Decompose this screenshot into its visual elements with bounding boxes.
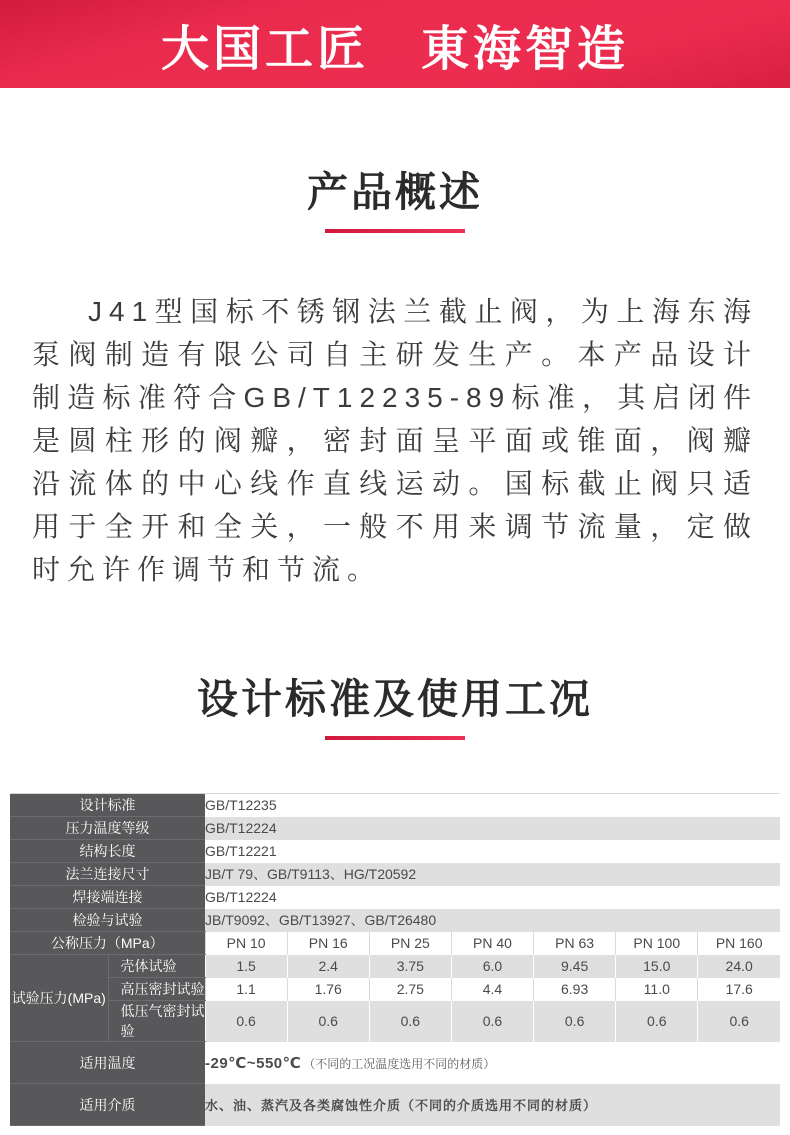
- row-value: GB/T12224: [205, 820, 277, 836]
- table-row-shell-test: [10, 955, 780, 978]
- table-row-applicable-temperature: [10, 1042, 780, 1084]
- pn-column-header: PN 10: [205, 932, 287, 955]
- cell-value: 0.6: [616, 1001, 698, 1042]
- cell-value: 9.45: [534, 955, 616, 978]
- specs-title-underline: [325, 736, 465, 740]
- cell-value: 0.6: [287, 1001, 369, 1042]
- banner-title: 大国工匠 東海智造: [160, 22, 629, 76]
- pn-column-header: PN 160: [698, 932, 780, 955]
- cell-value: 6.0: [451, 955, 533, 978]
- row-label: 结构长度: [10, 840, 205, 863]
- row-label: 公称压力（MPa）: [10, 932, 205, 955]
- specs-title: 设计标准及使用工况: [197, 676, 593, 722]
- table-row-weld-end: [10, 886, 780, 909]
- table-row-nominal-pressure: [10, 932, 780, 955]
- overview-title: 产品概述: [307, 169, 483, 215]
- cell-value: 0.6: [534, 1001, 616, 1042]
- row-value: GB/T12235: [205, 797, 277, 814]
- row-label: 壳体试验: [108, 955, 205, 978]
- pn-column-header: PN 100: [616, 932, 698, 955]
- cell-value: 15.0: [616, 955, 698, 978]
- table-row-flange-size: [10, 863, 780, 886]
- row-value: [205, 1042, 780, 1084]
- test-pressure-group-label: 试验压力(MPa): [10, 955, 108, 1042]
- specs-section: [0, 675, 790, 1126]
- table-row-low-pressure-air-seal-test: [10, 1001, 780, 1042]
- brand-banner: [0, 0, 790, 88]
- spec-table: [10, 793, 780, 1126]
- row-label: 焊接端连接: [10, 886, 205, 909]
- cell-value: 0.6: [369, 1001, 451, 1042]
- overview-title-underline: [325, 229, 465, 233]
- table-row-design-standard: [10, 794, 780, 817]
- pn-column-header: PN 25: [369, 932, 451, 955]
- row-label: 适用温度: [10, 1042, 205, 1084]
- row-value: [205, 1084, 780, 1126]
- product-description: J41型国标不锈钢法兰截止阀，为上海东海泵阀制造有限公司自主研发生产。本产品设计制造标准符合GB/T12235-89标准，其启闭件是圆柱形的阀瓣，密封面呈平面或锥面，阀瓣沿流体的中心线作直线运动。国标截止阀只适用于全开和全关，一般不用来调节流量，定做时允许作调节和节流。: [32, 296, 758, 585]
- row-label: 适用介质: [10, 1084, 205, 1126]
- pn-column-header: PN 40: [451, 932, 533, 955]
- table-row-high-pressure-seal-test: [10, 978, 780, 1001]
- medium-description: 水、油、蒸汽及各类腐蚀性介质（不同的介质选用不同的材质）: [205, 1098, 598, 1113]
- row-value: JB/T 79、GB/T9113、HG/T20592: [205, 866, 417, 882]
- cell-value: 1.5: [205, 955, 287, 978]
- row-label: 压力温度等级: [10, 817, 205, 840]
- row-value: JB/T9092、GB/T13927、GB/T26480: [205, 912, 437, 928]
- table-row-structure-length: [10, 840, 780, 863]
- cell-value: 24.0: [698, 955, 780, 978]
- row-label: 高压密封试验: [108, 978, 205, 1001]
- cell-value: 1.1: [205, 978, 287, 1001]
- pn-column-header: PN 63: [534, 932, 616, 955]
- row-value: GB/T12224: [205, 889, 277, 905]
- cell-value: 2.4: [287, 955, 369, 978]
- cell-value: 11.0: [616, 978, 698, 1001]
- row-label: 低压气密封试验: [108, 1001, 205, 1042]
- table-row-inspection-test: [10, 909, 780, 932]
- cell-value: 6.93: [534, 978, 616, 1001]
- row-label: 法兰连接尺寸: [10, 863, 205, 886]
- table-row-applicable-medium: [10, 1084, 780, 1126]
- overview-section: [0, 168, 790, 591]
- cell-value: 0.6: [698, 1001, 780, 1042]
- table-row-pressure-temp-rating: [10, 817, 780, 840]
- cell-value: 1.76: [287, 978, 369, 1001]
- cell-value: 0.6: [205, 1001, 287, 1042]
- cell-value: 17.6: [698, 978, 780, 1001]
- row-label: 检验与试验: [10, 909, 205, 932]
- cell-value: 4.4: [451, 978, 533, 1001]
- cell-value: 2.75: [369, 978, 451, 1001]
- cell-value: 3.75: [369, 955, 451, 978]
- row-value: GB/T12221: [205, 843, 277, 859]
- temperature-range: -29℃~550℃: [205, 1054, 302, 1072]
- pn-column-header: PN 16: [287, 932, 369, 955]
- row-label: 设计标准: [10, 794, 205, 817]
- cell-value: 0.6: [451, 1001, 533, 1042]
- temperature-note: （不同的工况温度选用不同的材质）: [303, 1056, 496, 1071]
